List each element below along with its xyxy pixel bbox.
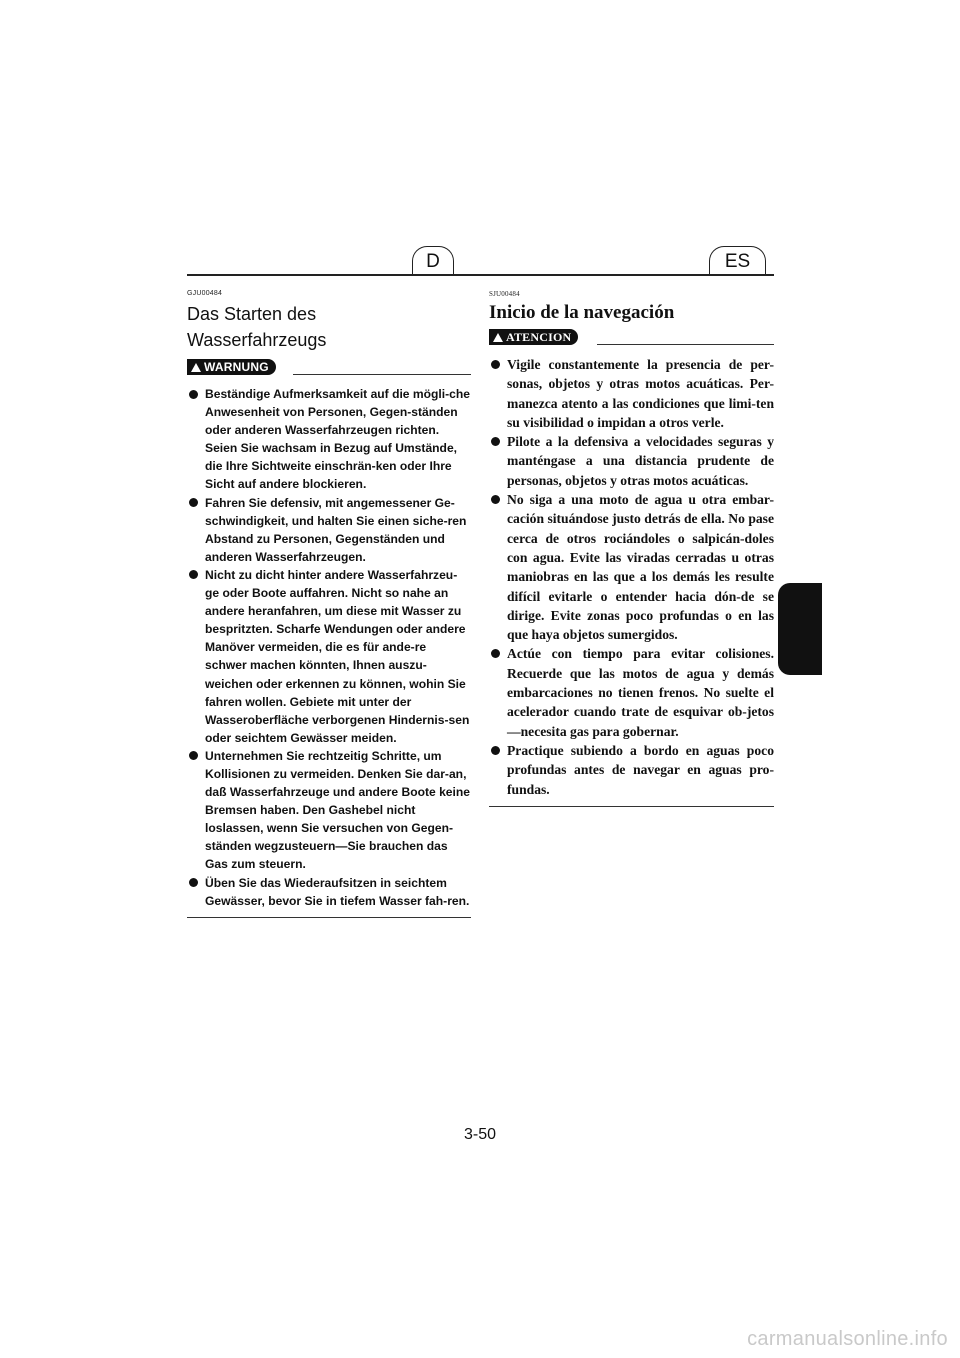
section-title-es: Inicio de la navegación [489, 302, 675, 323]
bullet-icon [491, 495, 500, 504]
section-title-de [187, 301, 471, 353]
warning-end-rule-es [489, 806, 774, 807]
list-item: Pilote a la defensiva a velocidades seguras y manténgase a una distancia prudente de personas, objetos y otras motos acuáticas. [489, 432, 774, 490]
list-item: Actúe con tiempo para evitar colisiones. Recuerde que las motos de agua y demás embarcaciones no tienen frenos. No suelte el acelerador cuando trate de esquivar ob-jetos—necesita gas para gobernar. [489, 644, 774, 740]
list-item: Beständige Aufmerksamkeit auf die mögli-che Anwesenheit von Personen, Gegen-ständen oder anderen Wasserfahrzeugen richten. Seien Sie wachsam in Bezug auf Umstände, die Ihre Sichtweite einschrän-ken oder Ihre Sicht auf andere blockieren. [187, 385, 471, 494]
warning-end-rule-de [187, 917, 471, 918]
warning-triangle-icon [493, 333, 503, 342]
warning-badge-es [489, 329, 578, 345]
warning-list-de [187, 385, 471, 910]
language-tab-es: ES [709, 246, 766, 275]
page-number: 3-50 [463, 1126, 497, 1143]
list-item: Practique subiendo a bordo en aguas poco profundas antes de navegar en aguas pro-fundas. [489, 741, 774, 799]
watermark: carmanualsonline.info [747, 1328, 948, 1350]
list-item: Fahren Sie defensiv, mit angemessener Ge-schwindigkeit, und halten Sie einen siche-ren Abstand zu Personen, Gegenständen und anderen Wasserfahrzeugen. [187, 494, 471, 566]
list-item: Vigile constantemente la presencia de per-sonas, objetos y otras motos acuáticas. Per-manezca atento a las condiciones que limi-ten su visibilidad o impidan a otros verle. [489, 355, 774, 432]
section-title-de-line1: Das Starten des [187, 304, 317, 324]
list-item: No siga a una moto de agua u otra embar-cación situándose justo detrás de ella. No pase cerca de otros rociándoles o salpicán-doles con agua. Evite las viradas cerradas u otras maniobras en las que a los demás les resulte difícil evitarle o entender hacia dón-de se dirige. Evite zonas poco profundas o en las que haya objetos sumergidos. [489, 490, 774, 644]
bullet-icon [491, 746, 500, 755]
bullet-icon [189, 498, 198, 507]
bullet-icon [189, 570, 198, 579]
german-column [187, 290, 471, 918]
bullet-icon [189, 390, 198, 399]
bullet-icon [189, 751, 198, 760]
section-title-de-line2: Wasserfahrzeugs [187, 330, 327, 350]
bullet-icon [491, 437, 500, 446]
header-rule [187, 274, 774, 276]
warning-rule-de [293, 374, 471, 375]
warning-badge-de [187, 359, 276, 375]
warning-list-es [489, 355, 774, 799]
bullet-icon [491, 360, 500, 369]
section-code-es: SJU00484 [489, 290, 520, 298]
page-header [187, 246, 774, 278]
warning-header-de [187, 359, 471, 377]
spanish-column [489, 290, 774, 807]
warning-rule-es [597, 344, 774, 345]
list-item: Unternehmen Sie rechtzeitig Schritte, um Kollisionen zu vermeiden. Denken Sie dar-an, daß Wasserfahrzeuge und andere Boote keine Bremsen haben. Den Gashebel nicht loslassen, wenn Sie versuchen von Gegen-ständen wegzusteuern—Sie brauchen das Gas zum steuern. [187, 747, 471, 874]
warning-label-de: WARNUNG [204, 360, 269, 374]
bullet-icon [189, 878, 198, 887]
list-item: Üben Sie das Wiederaufsitzen in seichtem Gewässer, bevor Sie in tiefem Wasser fah-ren. [187, 874, 471, 910]
warning-header-es [489, 329, 774, 347]
language-tab-de: D [412, 246, 454, 275]
section-code-de: GJU00484 [187, 290, 223, 297]
warning-label-es: ATENCION [506, 329, 572, 344]
warning-triangle-icon [191, 363, 201, 372]
list-item: Nicht zu dicht hinter andere Wasserfahrzeu-ge oder Boote auffahren. Nicht so nahe an andere heranfahren, um diese mit Wasser zu bespritzten. Scharfe Wendungen oder andere Manöver vermeiden, die es für ande-re schwer machen könnten, Ihnen auszu-weichen oder erkennen zu können, wohin Sie fahren wollen. Gebiete mit unter der Wasseroberfläche verborgenen Hindernis-sen oder seichtem Gewässer meiden. [187, 566, 471, 747]
bullet-icon [491, 649, 500, 658]
chapter-thumb-tab [778, 583, 822, 675]
